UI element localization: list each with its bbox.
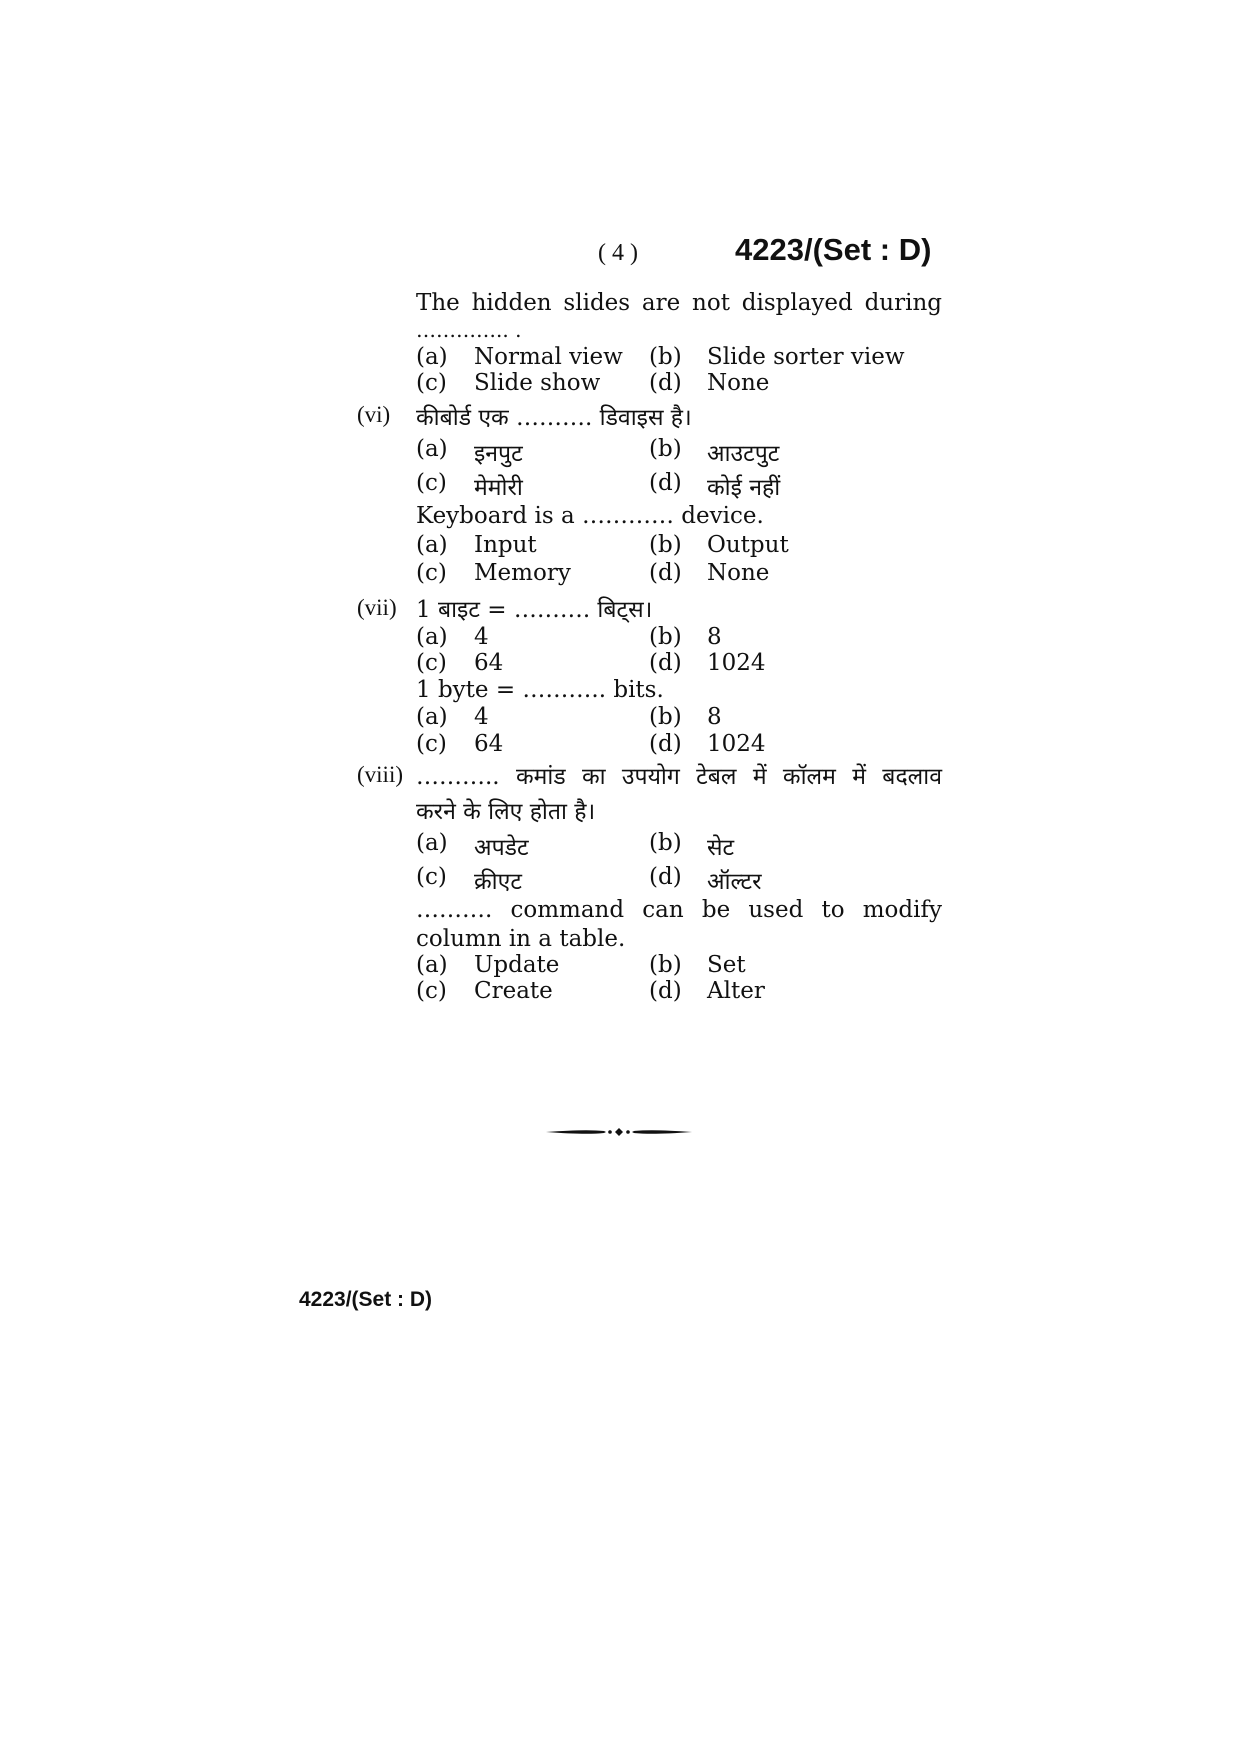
q6-hi-options-row1 (416, 436, 942, 467)
page-number: ( 4 ) (598, 240, 638, 266)
q8-number: (viii) (357, 762, 403, 787)
q6-en-stem: Keyboard is a ………… device. (416, 503, 764, 529)
option-text: Output (707, 532, 789, 558)
option-label: (b) (649, 436, 682, 462)
q8-hi-stem-line2: करने के लिए होता है। (416, 799, 596, 825)
option-label: (a) (416, 532, 448, 558)
option-text: 64 (474, 731, 504, 757)
option-text: 64 (474, 650, 504, 676)
option-text: Alter (707, 978, 765, 1004)
q8-hi-options-row2 (416, 864, 942, 895)
option-text: मेमोरी (474, 475, 523, 501)
option-text: अपडेट (474, 835, 529, 861)
option-text: None (707, 560, 770, 586)
option-label: (d) (649, 650, 682, 676)
q5-en-options-row2 (416, 370, 942, 398)
option-label: (d) (649, 731, 682, 757)
option-text: 4 (474, 704, 489, 730)
option-label: (c) (416, 864, 447, 890)
q7-en-stem: 1 byte = ……….. bits. (416, 677, 664, 703)
option-label: (b) (649, 624, 682, 650)
q5-en-stem-line1: The hidden slides are not displayed during (416, 290, 942, 316)
q6-number: (vi) (357, 402, 391, 427)
footer-paper-code: 4223/(Set : D) (299, 1288, 433, 1311)
option-text: Slide sorter view (707, 344, 905, 370)
option-label: (d) (649, 470, 682, 496)
q5-en-options-row1 (416, 344, 942, 372)
q8-en-stem-line1: ………. command can be used to modify (416, 897, 942, 923)
q5-en-stem-line2: ………….. . (416, 318, 522, 342)
option-label: (c) (416, 560, 447, 586)
q7-en-options-row1 (416, 704, 942, 732)
option-text: Normal view (474, 344, 623, 370)
option-text: 4 (474, 624, 489, 650)
q8-en-stem-line2: column in a table. (416, 926, 626, 952)
option-label: (d) (649, 864, 682, 890)
option-text: ऑल्टर (707, 869, 762, 895)
option-text: 8 (707, 624, 722, 650)
option-label: (a) (416, 436, 448, 462)
option-label: (b) (649, 344, 682, 370)
q8-hi-options-row1 (416, 830, 942, 861)
q8-hi-stem-line1: ……….. कमांड का उपयोग टेबल में कॉलम में बदलाव (416, 764, 942, 790)
option-text: Create (474, 978, 553, 1004)
option-text: Slide show (474, 370, 601, 396)
header-paper-code: 4223/(Set : D) (735, 232, 932, 267)
option-label: (d) (649, 370, 682, 396)
option-label: (c) (416, 370, 447, 396)
option-text: इनपुट (474, 441, 523, 467)
q6-en-options-row2 (416, 560, 942, 588)
option-text: सेट (707, 835, 735, 861)
option-text: आउटपुट (707, 441, 780, 467)
option-text: कोई नहीं (707, 475, 781, 501)
option-text: None (707, 370, 770, 396)
option-label: (b) (649, 952, 682, 978)
option-label: (c) (416, 978, 447, 1004)
option-label: (a) (416, 830, 448, 856)
option-text: 1024 (707, 731, 766, 757)
q8-en-options-row2 (416, 978, 942, 1006)
option-text: क्रीएट (474, 869, 522, 895)
option-label: (a) (416, 624, 448, 650)
q6-hi-options-row2 (416, 470, 942, 501)
q7-hi-options-row2 (416, 650, 942, 678)
option-text: Set (707, 952, 746, 978)
q7-hi-stem: 1 बाइट = ………. बिट्स। (416, 597, 653, 623)
option-label: (d) (649, 560, 682, 586)
option-label: (c) (416, 650, 447, 676)
q8-en-options-row1 (416, 952, 942, 980)
option-label: (a) (416, 952, 448, 978)
option-label: (a) (416, 344, 448, 370)
q7-number: (vii) (357, 595, 397, 620)
q6-en-options-row1 (416, 532, 942, 560)
q7-en-options-row2 (416, 731, 942, 759)
option-label: (c) (416, 731, 447, 757)
end-ornament-divider (546, 1124, 692, 1140)
q7-hi-options-row1 (416, 624, 942, 652)
option-label: (c) (416, 470, 447, 496)
option-text: Update (474, 952, 560, 978)
option-label: (b) (649, 704, 682, 730)
q6-hi-stem: कीबोर्ड एक ………. डिवाइस है। (416, 405, 692, 431)
option-text: 1024 (707, 650, 766, 676)
option-label: (d) (649, 978, 682, 1004)
option-text: Memory (474, 560, 571, 586)
option-label: (a) (416, 704, 448, 730)
option-label: (b) (649, 830, 682, 856)
option-text: 8 (707, 704, 722, 730)
option-label: (b) (649, 532, 682, 558)
option-text: Input (474, 532, 537, 558)
